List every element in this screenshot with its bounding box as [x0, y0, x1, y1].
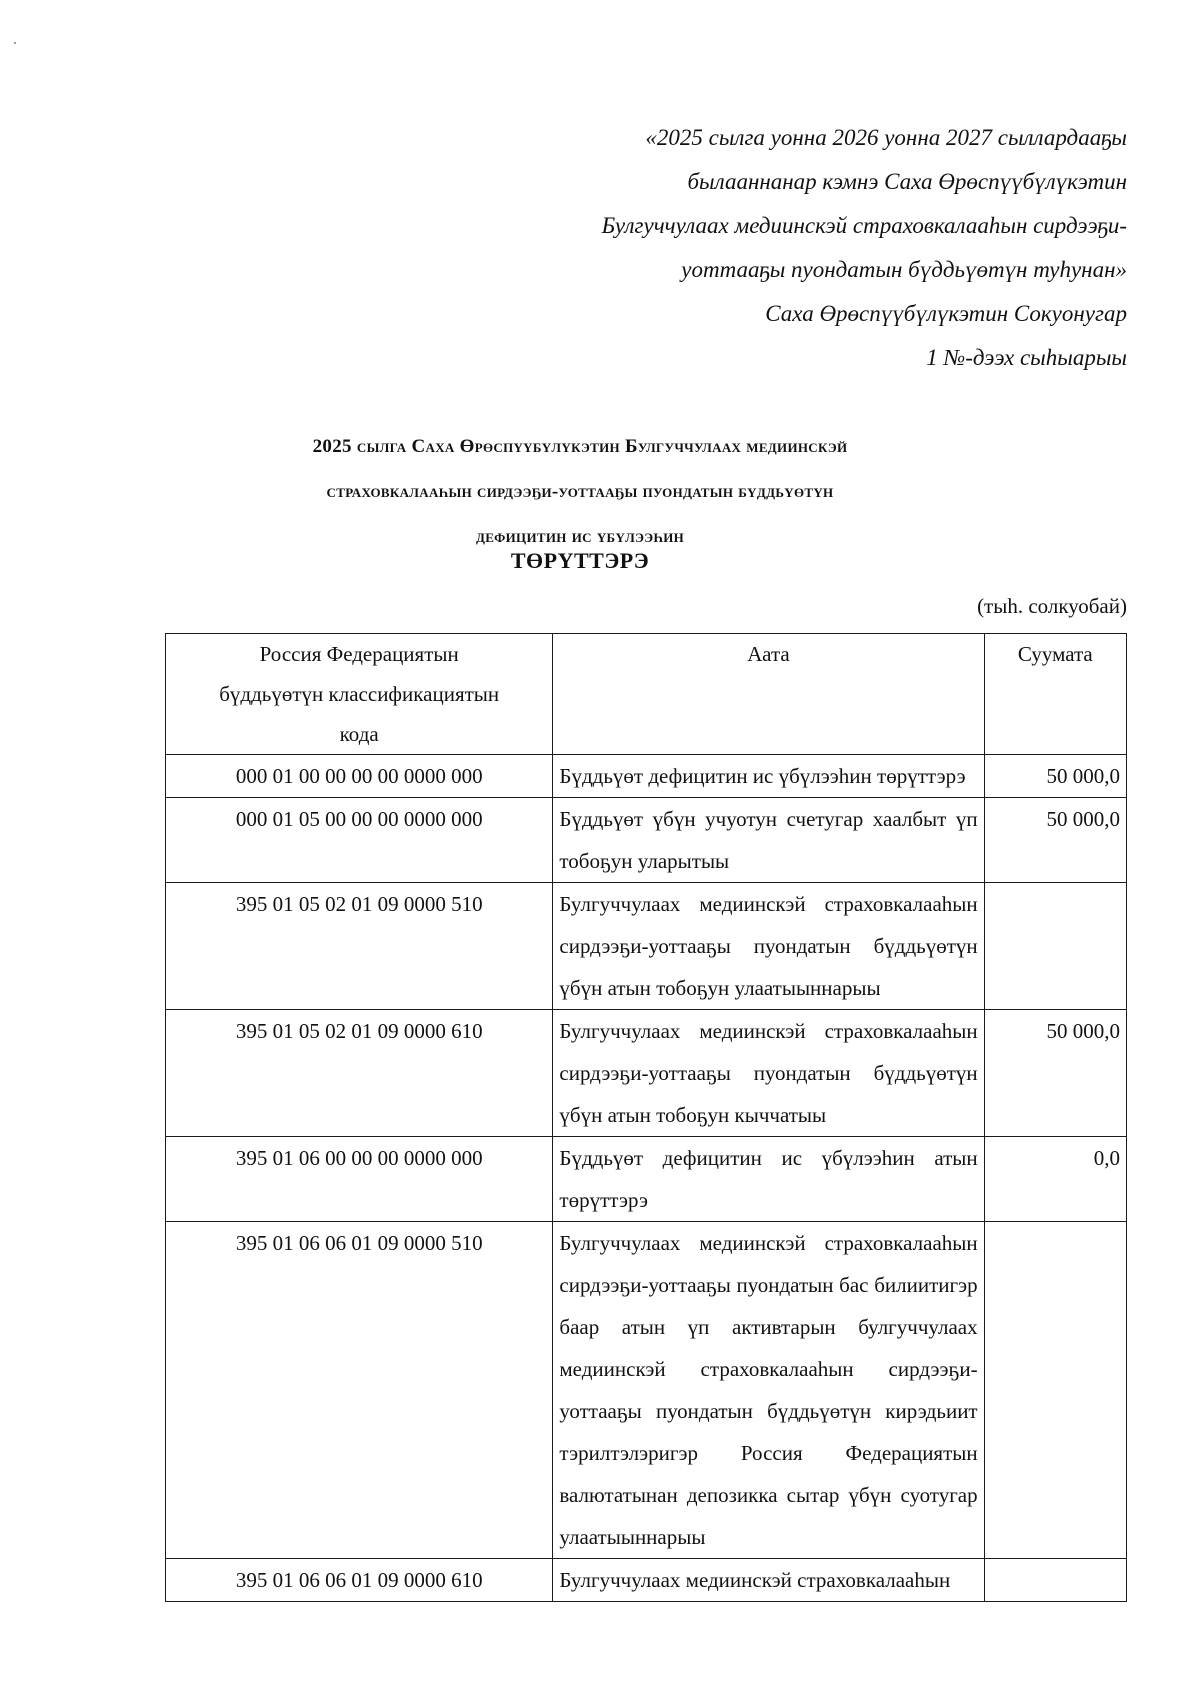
row-code: 000 01 00 00 00 00 0000 000: [166, 755, 553, 798]
row-code: 395 01 06 00 00 00 0000 000: [166, 1137, 553, 1222]
row-name: Булгуччулаах медиинскэй страховкалааһын сирдээҕи-уоттааҕы пуондатын бүддьүөтүн үбүн атын тобоҕун улаатыыннарыы: [553, 883, 984, 1010]
annex-note-line: Булгуччулаах медиинскэй страховкалааһын сирдээҕи-: [601, 213, 1127, 238]
row-code: 395 01 06 06 01 09 0000 610: [166, 1559, 553, 1602]
table-row: [166, 1559, 1127, 1602]
document-title: [150, 424, 1010, 559]
annex-note-line: Саха Өрөспүүбүлүкэтин Сокуонугар: [765, 301, 1127, 326]
table-row: [166, 755, 1127, 798]
annex-note-line: уоттааҕы пуондатын бүддьүөтүн туһунан»: [681, 257, 1127, 282]
row-sum: [984, 1222, 1126, 1559]
row-sum: 50 000,0: [984, 1010, 1126, 1137]
header-sum: Суумата: [984, 634, 1126, 755]
table-row: [166, 798, 1127, 883]
title-line: 2025 сылга Саха Өрөспүүбүлүкэтин Булгуччулаах медиинскэй: [312, 436, 848, 457]
annex-note-line: 1 №-дээх сыһыарыы: [926, 345, 1127, 370]
annex-note: [430, 116, 1127, 380]
table-row: [166, 1137, 1127, 1222]
table-row: [166, 883, 1127, 1010]
row-sum: 50 000,0: [984, 798, 1126, 883]
table-header-row: [166, 634, 1127, 755]
row-sum: [984, 883, 1126, 1010]
table-row: [166, 1222, 1127, 1559]
row-code: 395 01 05 02 01 09 0000 510: [166, 883, 553, 1010]
units-note: (тыһ. солкуобай): [977, 594, 1127, 618]
row-sum: 0,0: [984, 1137, 1126, 1222]
row-name: Бүддьүөт дефицитин ис үбүлээһин атын төрүттэрэ: [553, 1137, 984, 1222]
annex-note-line: былааннанар кэмнэ Саха Өрөспүүбүлүкэтин: [687, 169, 1127, 194]
table-row: [166, 1010, 1127, 1137]
row-sum: [984, 1559, 1126, 1602]
row-code: 000 01 05 00 00 00 0000 000: [166, 798, 553, 883]
annex-note-line: «2025 сылга уонна 2026 уонна 2027 сыллардааҕы: [645, 125, 1127, 150]
row-name: Бүддьүөт үбүн учуотун счетугар хаалбыт үп тобоҕун уларытыы: [553, 798, 984, 883]
header-code: Россия Федерациятын бүддьүөтүн классификациятын кода: [166, 634, 553, 755]
budget-table: [165, 633, 1127, 1602]
row-name: Бүддьүөт дефицитин ис үбүлээһин төрүттэрэ: [553, 755, 984, 798]
row-name: Булгуччулаах медиинскэй страховкалааһын: [553, 1559, 984, 1602]
row-code: 395 01 06 06 01 09 0000 510: [166, 1222, 553, 1559]
scan-speck: [14, 42, 16, 44]
header-name: Аата: [553, 634, 984, 755]
row-sum: 50 000,0: [984, 755, 1126, 798]
row-name: Булгуччулаах медиинскэй страховкалааһын сирдээҕи-уоттааҕы пуондатын бүддьүөтүн үбүн атын тобоҕун кыччатыы: [553, 1010, 984, 1137]
row-code: 395 01 05 02 01 09 0000 610: [166, 1010, 553, 1137]
title-line: страховкалааһын сирдээҕи-уоттааҕы пуондатын бүддьүөтүн: [326, 481, 834, 502]
document-heading: ТӨРҮТТЭРЭ: [510, 548, 650, 573]
row-name: Булгуччулаах медиинскэй страховкалааһын сирдээҕи-уоттааҕы пуондатын бас билиитигэр баар атын үп активтарын булгуччулаах медиинскэй страховкалааһын сирдээҕи-уоттааҕы пуондатын бүддьүөтүн кирэдьиит тэрилтэлэригэр Россия Федерациятын валютатынан депозикка сытар үбүн суотугар улаатыыннарыы: [553, 1222, 984, 1559]
title-line: дефицитин ис үбүлээһин: [475, 526, 685, 547]
